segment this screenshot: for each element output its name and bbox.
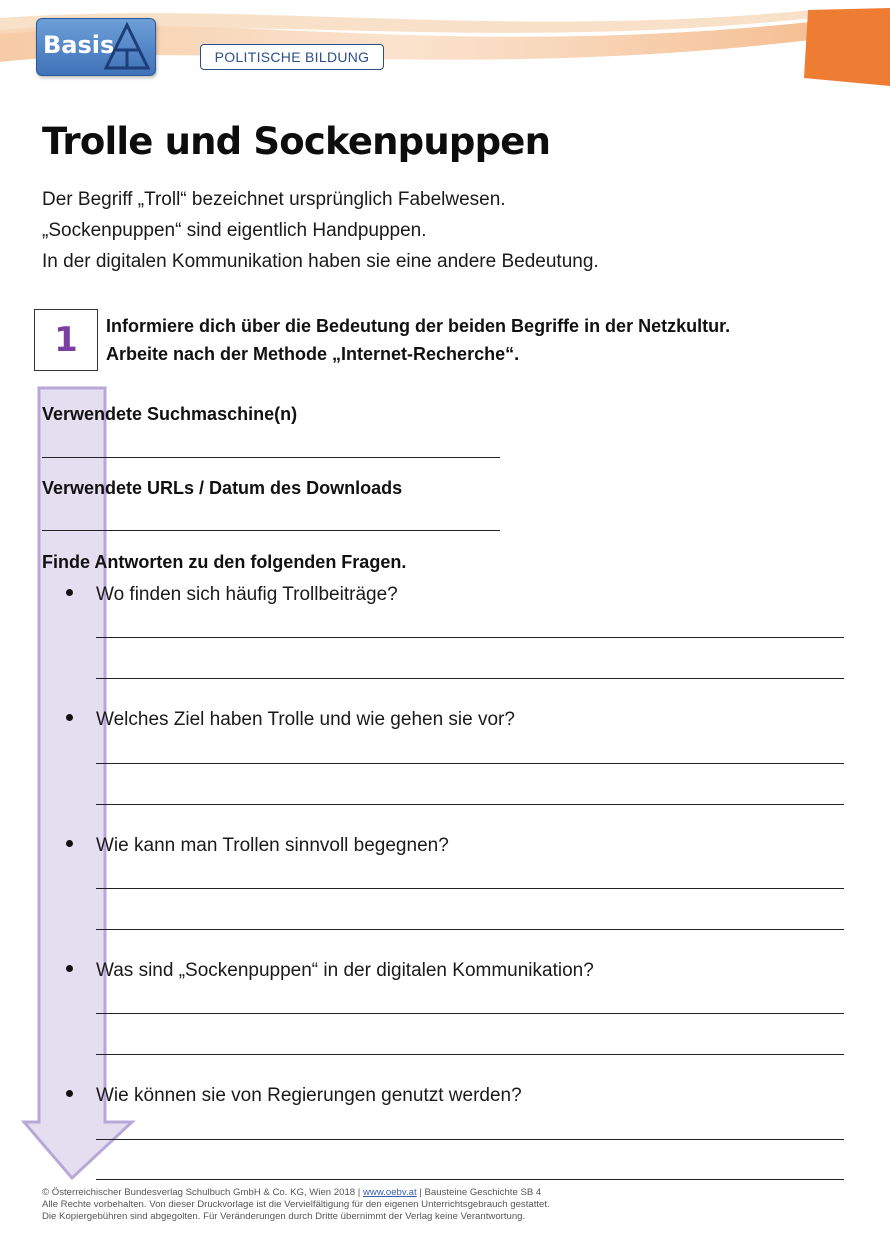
answer-line[interactable]	[96, 1179, 844, 1180]
question-item	[66, 709, 515, 731]
basis-logo	[36, 18, 156, 76]
question-text: Welches Ziel haben Trolle und wie gehen sie vor?	[96, 709, 515, 730]
footer-text: | Bausteine Geschichte SB 4	[416, 1187, 542, 1198]
page-title: Trolle und Sockenpuppen	[42, 120, 551, 163]
answers-heading: Finde Antworten zu den folgenden Fragen.	[42, 552, 407, 572]
task-line: Arbeite nach der Methode „Internet-Recherche“.	[106, 344, 520, 364]
urls-label: Verwendete URLs / Datum des Downloads	[42, 478, 403, 498]
logo-text: Basis	[43, 31, 115, 59]
bullet-icon	[66, 1085, 96, 1107]
answer-line[interactable]	[96, 888, 844, 889]
corner-tab	[804, 8, 890, 86]
bullet-icon	[66, 835, 96, 857]
bullet-icon	[66, 709, 96, 731]
triangle-logo-icon	[103, 22, 151, 72]
task-line: Informiere dich über die Bedeutung der beiden Begriffe in der Netzkultur.	[106, 316, 731, 336]
answer-line[interactable]	[96, 678, 844, 679]
answer-line[interactable]	[96, 1013, 844, 1014]
task-instructions	[106, 312, 730, 368]
search-engines-answer-line[interactable]	[42, 457, 500, 458]
answer-line[interactable]	[96, 804, 844, 805]
urls-answer-line[interactable]	[42, 530, 500, 531]
answer-line[interactable]	[96, 763, 844, 764]
footer-line	[42, 1187, 550, 1199]
task-number-box: 1	[34, 309, 98, 371]
question-item	[66, 584, 398, 606]
footer-line: Alle Rechte vorbehalten. Von dieser Druckvorlage ist die Vervielfältigung für den eigenen Unterrichtsgebrauch gestattet.	[42, 1199, 550, 1210]
bullet-icon	[66, 960, 96, 982]
question-item	[66, 1085, 522, 1107]
question-text: Was sind „Sockenpuppen“ in der digitalen Kommunikation?	[96, 960, 594, 981]
question-text: Wie kann man Trollen sinnvoll begegnen?	[96, 835, 449, 856]
answer-line[interactable]	[96, 1054, 844, 1055]
question-item	[66, 960, 594, 982]
footer-line: Die Kopiergebühren sind abgegolten. Für Veränderungen durch Dritte übernimmt der Verlag keine Verantwortung.	[42, 1211, 526, 1222]
subject-label: POLITISCHE BILDUNG	[200, 44, 384, 70]
bullet-icon	[66, 584, 96, 606]
answer-line[interactable]	[96, 1139, 844, 1140]
publisher-link[interactable]: www.oebv.at	[362, 1187, 417, 1198]
progress-arrow	[20, 386, 136, 1181]
answer-line[interactable]	[96, 637, 844, 638]
question-text: Wo finden sich häufig Trollbeiträge?	[96, 584, 398, 605]
intro-line: In der digitalen Kommunikation haben sie eine andere Bedeutung.	[42, 251, 599, 272]
answer-line[interactable]	[96, 929, 844, 930]
intro-line: Der Begriff „Troll“ bezeichnet ursprünglich Fabelwesen.	[42, 189, 506, 210]
question-text: Wie können sie von Regierungen genutzt werden?	[96, 1085, 522, 1106]
question-item	[66, 835, 449, 857]
footer-text: © Österreichischer Bundesverlag Schulbuch GmbH & Co. KG, Wien 2018 |	[42, 1187, 363, 1198]
search-engines-label: Verwendete Suchmaschine(n)	[42, 404, 298, 424]
intro-line: „Sockenpuppen“ sind eigentlich Handpuppen.	[42, 220, 427, 241]
intro-text	[42, 184, 599, 277]
footer-copyright	[42, 1187, 550, 1223]
